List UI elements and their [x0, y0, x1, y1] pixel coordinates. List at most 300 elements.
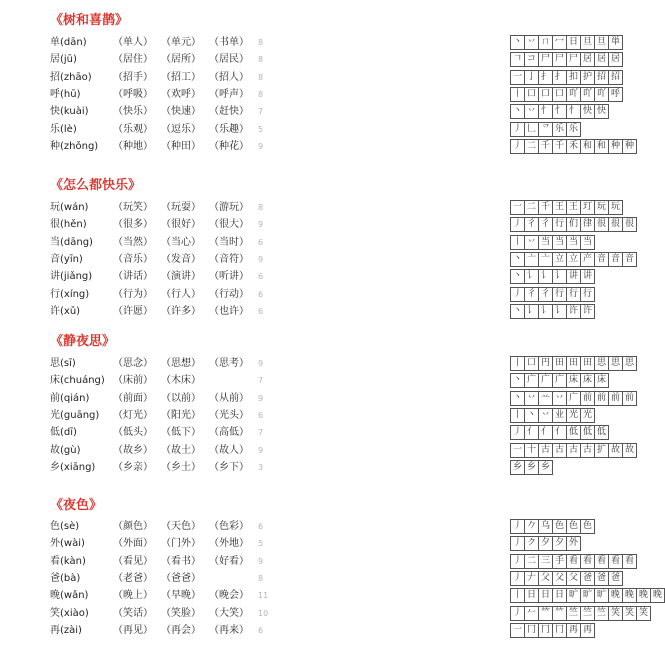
stroke-cell: 古 — [539, 443, 553, 458]
stroke-cell: 丿 — [511, 554, 525, 569]
char-row — [0, 200, 620, 216]
example-word: （音符） — [209, 253, 249, 265]
stroke-cell: 丿 — [511, 606, 525, 621]
stroke-cell: 丶 — [525, 408, 539, 423]
stroke-count: 9 — [258, 141, 264, 151]
char-row — [0, 571, 620, 587]
stroke-cell: 音 — [595, 252, 609, 267]
stroke-cell: 古 — [567, 443, 581, 458]
stroke-cell: 丷 — [553, 391, 567, 406]
stroke-cell: 看 — [623, 554, 637, 569]
example-word: （好看） — [209, 555, 249, 567]
stroke-cell: 很 — [609, 217, 623, 232]
stroke-cells — [510, 554, 637, 569]
stroke-cell: 扣 — [567, 70, 581, 85]
stroke-count: 6 — [258, 272, 264, 282]
stroke-cell: 笑 — [609, 606, 623, 621]
stroke-cell: 广 — [539, 373, 553, 388]
stroke-cell: 前 — [581, 391, 595, 406]
stroke-cells — [510, 460, 553, 475]
stroke-cell: 音 — [623, 252, 637, 267]
example-word: （天色） — [161, 521, 201, 532]
example-word: （听讲） — [209, 271, 249, 283]
example-word: （木床） — [161, 375, 201, 387]
stroke-cell: 二 — [525, 554, 539, 569]
stroke-cell: 立 — [553, 252, 567, 267]
stroke-cell: 广 — [553, 373, 567, 388]
stroke-cell: 丨 — [511, 356, 525, 371]
stroke-order-grid — [255, 588, 662, 603]
example-word: （门外） — [161, 538, 201, 550]
stroke-cells — [510, 606, 651, 621]
stroke-cell: 快 — [595, 104, 609, 119]
stroke-order-grid — [255, 235, 592, 250]
stroke-cell: 口 — [539, 87, 553, 102]
stroke-order-grid — [255, 391, 634, 406]
example-word: （乡亲） — [113, 461, 153, 473]
stroke-cell: 色 — [567, 519, 581, 534]
stroke-cell: 丿 — [511, 519, 525, 534]
stroke-cell: 护 — [581, 70, 595, 85]
stroke-cell: 父 — [553, 571, 567, 586]
stroke-count: 8 — [258, 55, 264, 65]
stroke-cell: 日 — [553, 588, 567, 603]
example-word: （笑话） — [113, 607, 153, 619]
stroke-cells — [510, 139, 637, 154]
stroke-cell: 爸 — [609, 571, 623, 586]
example-word: （很多） — [113, 219, 153, 231]
example-word: （赶快） — [209, 106, 249, 118]
char-row — [0, 391, 634, 407]
char-pinyin: 前(qián) — [50, 392, 90, 404]
stroke-cells — [510, 304, 595, 319]
stroke-cell: 亠 — [525, 252, 539, 267]
stroke-cell: 尸 — [539, 52, 553, 67]
stroke-order-grid — [255, 87, 620, 102]
stroke-cell: 种 — [623, 139, 637, 154]
stroke-cell: 光 — [567, 408, 581, 423]
stroke-cell: 十 — [525, 443, 539, 458]
stroke-cell: 讲 — [581, 269, 595, 284]
stroke-cell: 讠 — [525, 304, 539, 319]
char-pinyin: 乡(xiāng) — [50, 461, 96, 473]
example-word: （音乐） — [113, 253, 153, 265]
stroke-order-grid — [255, 304, 592, 319]
stroke-cell: 丶 — [511, 391, 525, 406]
stroke-cell: 前 — [609, 391, 623, 406]
stroke-cells — [510, 104, 609, 119]
stroke-cell: 床 — [595, 373, 609, 388]
stroke-order-grid — [255, 356, 634, 371]
stroke-cells — [510, 588, 665, 603]
char-row — [0, 35, 620, 51]
stroke-cell: 再 — [581, 623, 595, 638]
char-pinyin: 晚(wǎn) — [50, 590, 89, 602]
example-word: （低下） — [161, 427, 201, 439]
stroke-cells — [510, 70, 623, 85]
stroke-cell: 笑 — [623, 606, 637, 621]
example-word: （低头） — [113, 427, 153, 439]
stroke-cell: 看 — [609, 554, 623, 569]
example-word: （当心） — [161, 236, 201, 248]
example-word: （居所） — [161, 54, 201, 66]
example-word: （晚会） — [209, 590, 249, 602]
stroke-order-grid — [255, 606, 648, 621]
stroke-cell: 亅 — [525, 70, 539, 85]
section-title: 《静夜思》 — [50, 334, 116, 349]
stroke-count: 3 — [258, 462, 264, 472]
stroke-order-grid — [255, 519, 592, 534]
stroke-cell: 前 — [595, 391, 609, 406]
stroke-cell: 一 — [511, 200, 525, 215]
example-word: （玩笑） — [113, 202, 153, 213]
example-word: （快乐） — [113, 106, 153, 118]
stroke-order-grid — [255, 425, 606, 440]
stroke-cells — [510, 623, 595, 638]
stroke-cell: 冂 — [539, 623, 553, 638]
example-word: （发音） — [161, 253, 201, 265]
stroke-cells — [510, 571, 623, 586]
stroke-cell: 冂 — [525, 623, 539, 638]
stroke-cell: 当 — [581, 235, 595, 250]
example-word: （乡下） — [209, 461, 249, 473]
stroke-cell: 尸 — [553, 52, 567, 67]
example-word: （床前） — [113, 375, 153, 387]
stroke-cell: 产 — [581, 252, 595, 267]
example-word: （单人） — [113, 37, 153, 48]
stroke-cell: 乡 — [511, 460, 525, 475]
stroke-cell: コ — [525, 52, 539, 67]
example-word: （逗乐） — [161, 123, 201, 135]
stroke-count: 11 — [258, 591, 269, 601]
char-row — [0, 122, 578, 138]
example-word: （很大） — [209, 219, 249, 231]
stroke-cell: 律 — [581, 217, 595, 232]
stroke-cell: 一 — [511, 443, 525, 458]
stroke-count: 8 — [258, 89, 264, 99]
stroke-cell: 居 — [581, 52, 595, 67]
example-word: （种田） — [161, 140, 201, 152]
stroke-cell: 彳 — [539, 217, 553, 232]
char-pinyin: 故(gù) — [50, 444, 81, 456]
stroke-count: 6 — [258, 237, 264, 247]
stroke-count: 6 — [258, 625, 264, 635]
stroke-cell: 夕 — [539, 536, 553, 551]
stroke-cell: 业 — [553, 408, 567, 423]
stroke-cell: 笑 — [637, 606, 651, 621]
example-word: （故乡） — [113, 444, 153, 456]
stroke-order-grid — [255, 70, 620, 85]
example-word: （再来） — [209, 624, 249, 636]
example-word: （居民） — [209, 54, 249, 66]
section-title: 《夜色》 — [50, 498, 103, 513]
stroke-cell: 王 — [553, 200, 567, 215]
stroke-cell: 床 — [567, 373, 581, 388]
stroke-count: 5 — [258, 539, 264, 549]
stroke-cell: 许 — [581, 304, 595, 319]
example-word: （许多） — [161, 305, 201, 317]
stroke-cells — [510, 287, 595, 302]
char-row — [0, 536, 578, 552]
example-word: （外地） — [209, 538, 249, 550]
example-word: （呼声） — [209, 88, 249, 100]
stroke-cell: 竺 — [567, 606, 581, 621]
stroke-cell: 丿 — [511, 425, 525, 440]
stroke-cell: 扌 — [553, 70, 567, 85]
stroke-cell: 丶 — [511, 269, 525, 284]
stroke-cell: 𥫗 — [539, 606, 553, 621]
stroke-cell: 亻 — [539, 425, 553, 440]
example-word: （居住） — [113, 54, 153, 66]
stroke-cell: 晚 — [623, 588, 637, 603]
stroke-cell: 丶 — [511, 304, 525, 319]
stroke-cell: 田 — [553, 356, 567, 371]
char-row — [0, 252, 634, 268]
stroke-cell: 讠 — [525, 269, 539, 284]
stroke-cell: 当 — [539, 235, 553, 250]
example-word: （颜色） — [113, 521, 153, 532]
stroke-cell: 招 — [609, 70, 623, 85]
stroke-cells — [510, 408, 595, 423]
char-row — [0, 235, 592, 251]
stroke-cell: 旦 — [581, 35, 595, 50]
stroke-cells — [510, 391, 637, 406]
stroke-cell: 田 — [581, 356, 595, 371]
example-word: （玩耍） — [161, 202, 201, 213]
stroke-cell: 晚 — [637, 588, 651, 603]
stroke-count: 8 — [258, 38, 264, 47]
stroke-cell: 思 — [623, 356, 637, 371]
stroke-cells — [510, 35, 623, 50]
example-word: （晚上） — [113, 590, 153, 602]
example-word: （再见） — [113, 624, 153, 636]
char-pinyin: 外(wài) — [50, 538, 85, 550]
stroke-cell: 𥫗 — [553, 606, 567, 621]
stroke-cell: 彳 — [525, 217, 539, 232]
char-pinyin: 许(xǔ) — [50, 305, 81, 317]
stroke-cell: 种 — [609, 139, 623, 154]
stroke-cell: 丨 — [511, 87, 525, 102]
stroke-cell: 丨 — [511, 408, 525, 423]
example-word: （行人） — [161, 288, 201, 300]
stroke-cell: 𠂇 — [525, 571, 539, 586]
stroke-count: 9 — [258, 254, 264, 264]
char-pinyin: 爸(bà) — [50, 572, 81, 584]
stroke-cell: 彳 — [539, 287, 553, 302]
stroke-cell: 日 — [539, 588, 553, 603]
stroke-count: 7 — [258, 376, 264, 386]
stroke-order-grid — [255, 443, 634, 458]
stroke-cells — [510, 536, 581, 551]
stroke-cell: 旦 — [595, 35, 609, 50]
stroke-cells — [510, 200, 623, 215]
stroke-cell: 丷 — [525, 104, 539, 119]
stroke-cells — [510, 122, 581, 137]
char-pinyin: 快(kuài) — [50, 106, 89, 118]
stroke-cell: 晚 — [609, 588, 623, 603]
stroke-cell: 乡 — [525, 460, 539, 475]
stroke-count: 6 — [258, 289, 264, 299]
stroke-cell: 尸 — [567, 52, 581, 67]
stroke-cell: 居 — [609, 52, 623, 67]
stroke-order-grid — [255, 35, 620, 50]
stroke-count: 6 — [258, 410, 264, 420]
char-pinyin: 看(kàn) — [50, 555, 86, 567]
stroke-cell: 𠃍 — [511, 52, 525, 67]
example-word: （色彩） — [209, 521, 249, 532]
stroke-cell: 外 — [567, 536, 581, 551]
stroke-cell: 竺 — [581, 606, 595, 621]
char-row — [0, 304, 592, 320]
char-row — [0, 356, 634, 372]
example-word: （高低） — [209, 427, 249, 439]
char-row — [0, 373, 606, 389]
char-pinyin: 居(jū) — [50, 54, 77, 66]
stroke-cell: 古 — [581, 443, 595, 458]
stroke-cells — [510, 269, 595, 284]
char-pinyin: 当(dāng) — [50, 236, 93, 248]
stroke-cell: 行 — [553, 217, 567, 232]
stroke-cell: 讠 — [539, 269, 553, 284]
stroke-cell: 田 — [567, 356, 581, 371]
example-word: （呼吸） — [113, 88, 153, 100]
stroke-cell: 丷 — [525, 391, 539, 406]
stroke-cell: 立 — [567, 252, 581, 267]
example-word: （以前） — [161, 392, 201, 404]
stroke-order-grid — [255, 536, 578, 551]
example-word: （单元） — [161, 37, 201, 48]
char-row — [0, 606, 648, 622]
stroke-cell: 旷 — [595, 588, 609, 603]
stroke-cell: 日 — [567, 35, 581, 50]
stroke-cell: 冂 — [553, 623, 567, 638]
example-word: （乐观） — [113, 123, 153, 135]
char-row — [0, 425, 606, 441]
stroke-cell: 丷 — [525, 235, 539, 250]
stroke-cell: 丷 — [539, 408, 553, 423]
example-word: （光头） — [209, 409, 249, 421]
char-row — [0, 623, 592, 639]
char-row — [0, 139, 634, 155]
stroke-cell: 一 — [511, 70, 525, 85]
stroke-order-grid — [255, 52, 620, 67]
char-pinyin: 行(xíng) — [50, 288, 90, 300]
example-word: （许愿） — [113, 305, 153, 317]
stroke-cell: 快 — [581, 104, 595, 119]
example-word: （招人） — [209, 71, 249, 83]
stroke-cells — [510, 356, 637, 371]
example-word: （从前） — [209, 392, 249, 404]
stroke-cell: 前 — [623, 391, 637, 406]
stroke-cell: 千 — [539, 200, 553, 215]
stroke-cell: 很 — [595, 217, 609, 232]
stroke-cell: 王 — [567, 200, 581, 215]
char-row — [0, 70, 620, 86]
stroke-cells — [510, 373, 609, 388]
stroke-order-grid — [255, 623, 592, 638]
stroke-cell: 玩 — [595, 200, 609, 215]
char-row — [0, 408, 592, 424]
example-word: （笑脸） — [161, 607, 201, 619]
stroke-cell: 古 — [553, 443, 567, 458]
stroke-cells — [510, 235, 595, 250]
stroke-cell: 讲 — [567, 269, 581, 284]
stroke-cells — [510, 87, 623, 102]
example-word: （当时） — [209, 236, 249, 248]
stroke-cell: 日 — [525, 588, 539, 603]
char-pinyin: 招(zhāo) — [50, 71, 92, 83]
stroke-cell: 乐 — [567, 122, 581, 137]
char-row — [0, 588, 662, 604]
stroke-order-grid — [255, 287, 592, 302]
stroke-cell: 䒑 — [539, 391, 553, 406]
stroke-cell: 爸 — [581, 571, 595, 586]
stroke-count: 10 — [258, 608, 269, 618]
example-word: （思念） — [113, 358, 153, 369]
stroke-cell: 居 — [595, 52, 609, 67]
stroke-order-grid — [255, 217, 634, 232]
char-pinyin: 呼(hū) — [50, 88, 81, 100]
stroke-cell: 讠 — [539, 304, 553, 319]
stroke-cell: 乌 — [539, 519, 553, 534]
stroke-order-grid — [255, 104, 606, 119]
stroke-order-grid — [255, 373, 606, 388]
example-word: （招工） — [161, 71, 201, 83]
example-word: （演讲） — [161, 271, 201, 283]
example-word: （老爸） — [113, 572, 153, 584]
stroke-cell: 乊 — [539, 122, 553, 137]
stroke-cell: 们 — [567, 217, 581, 232]
example-word: （很好） — [161, 219, 201, 231]
stroke-cell: 円 — [539, 356, 553, 371]
stroke-cell: 夕 — [553, 536, 567, 551]
example-word: （看见） — [113, 555, 153, 567]
example-word: （书单） — [209, 37, 249, 48]
stroke-cell: 玎 — [581, 200, 595, 215]
stroke-count: 7 — [258, 107, 264, 117]
stroke-cell: 音 — [609, 252, 623, 267]
stroke-cell: 𠃊 — [525, 122, 539, 137]
stroke-count: 6 — [258, 306, 264, 316]
stroke-cell: 三 — [539, 554, 553, 569]
example-word: （种花） — [209, 140, 249, 152]
stroke-count: 9 — [258, 220, 264, 230]
stroke-cell: 忄 — [567, 104, 581, 119]
example-word: （招手） — [113, 71, 153, 83]
stroke-cell: 丶 — [511, 104, 525, 119]
stroke-cell: ク — [525, 536, 539, 551]
example-word: （乡土） — [161, 461, 201, 473]
char-pinyin: 音(yīn) — [50, 253, 83, 265]
stroke-cell: 乡 — [539, 460, 553, 475]
stroke-cell: 讠 — [553, 304, 567, 319]
stroke-cell: 行 — [567, 287, 581, 302]
example-word: （讲话） — [113, 271, 153, 283]
stroke-cell: 禾 — [567, 139, 581, 154]
char-row — [0, 287, 592, 303]
stroke-cells — [510, 425, 609, 440]
example-word: （故土） — [161, 444, 201, 456]
stroke-cells — [510, 217, 637, 232]
stroke-cell: 思 — [609, 356, 623, 371]
stroke-cell: 玩 — [609, 200, 623, 215]
stroke-cell: 乐 — [553, 122, 567, 137]
example-word: （思想） — [161, 358, 201, 369]
example-word: （行动） — [209, 288, 249, 300]
stroke-cell: 低 — [567, 425, 581, 440]
example-word: （再会） — [161, 624, 201, 636]
stroke-count: 9 — [258, 393, 264, 403]
